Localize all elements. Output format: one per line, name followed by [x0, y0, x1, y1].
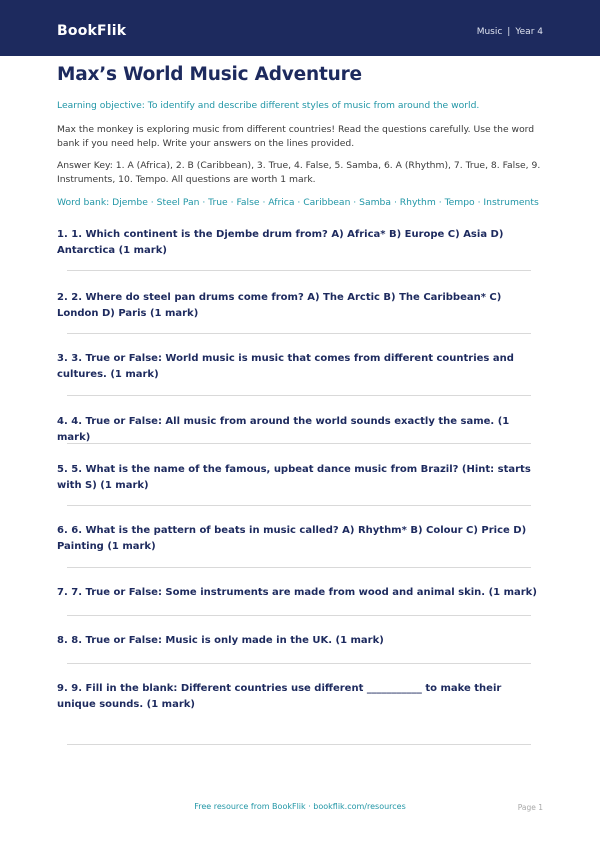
breadcrumb	[477, 27, 543, 37]
answer-line-4[interactable]	[67, 443, 531, 444]
learning-objective: Learning objective: To identify and describe different styles of music from around the world.	[57, 100, 480, 111]
word-bank: Word bank: Djembe · Steel Pan · True · False · Africa · Caribbean · Samba · Rhythm · Tempo · Instruments	[57, 197, 539, 208]
intro-text: Max the monkey is exploring music from different countries! Read the questions carefully. Use the word bank if you need help. Write your answers on the lines provided.	[57, 124, 535, 149]
answer-key: Answer Key: 1. A (Africa), 2. B (Caribbean), 3. True, 4. False, 5. Samba, 6. A (Rhythm), 7. True, 8. False, 9. Instruments, 10. Tempo. All questions are worth 1 mark.	[57, 160, 541, 185]
answer-line-7[interactable]	[67, 615, 531, 616]
footer-link[interactable]: Free resource from BookFlik · bookflik.com/resources	[194, 802, 406, 811]
breadcrumb-separator: |	[507, 27, 511, 37]
answer-line-9[interactable]	[67, 744, 531, 745]
question-3: 3. 3. True or False: World music is music that comes from different countries and cultures. (1 mark)	[57, 353, 514, 380]
answer-line-5[interactable]	[67, 505, 531, 506]
header-bar	[0, 0, 600, 56]
question-1: 1. 1. Which continent is the Djembe drum from? A) Africa* B) Europe C) Asia D) Antarctica (1 mark)	[57, 229, 504, 256]
question-4: 4. 4. True or False: All music from around the world sounds exactly the same. (1 mark)	[57, 416, 510, 443]
subject-label: Music	[476, 27, 503, 37]
question-9: 9. 9. Fill in the blank: Different countries use different ___________ to make their unique sounds. (1 mark)	[57, 683, 502, 710]
question-7: 7. 7. True or False: Some instruments are made from wood and animal skin. (1 mark)	[57, 587, 537, 598]
answer-line-6[interactable]	[67, 567, 531, 568]
question-2: 2. 2. Where do steel pan drums come from? A) The Arctic B) The Caribbean* C) London D) Paris (1 mark)	[57, 292, 502, 319]
answer-line-8[interactable]	[67, 663, 531, 664]
page-title: Max’s World Music Adventure	[57, 64, 362, 85]
page-number: Page 1	[517, 803, 543, 812]
answer-line-2[interactable]	[67, 333, 531, 334]
answer-line-1[interactable]	[67, 270, 531, 271]
brand-logo[interactable]: BookFlik	[57, 23, 127, 39]
question-5: 5. 5. What is the name of the famous, upbeat dance music from Brazil? (Hint: starts with S) (1 mark)	[57, 464, 531, 491]
question-8: 8. 8. True or False: Music is only made in the UK. (1 mark)	[57, 635, 384, 646]
answer-line-3[interactable]	[67, 395, 531, 396]
year-label: Year 4	[515, 27, 543, 37]
question-6: 6. 6. What is the pattern of beats in music called? A) Rhythm* B) Colour C) Price D) Painting (1 mark)	[57, 525, 527, 552]
